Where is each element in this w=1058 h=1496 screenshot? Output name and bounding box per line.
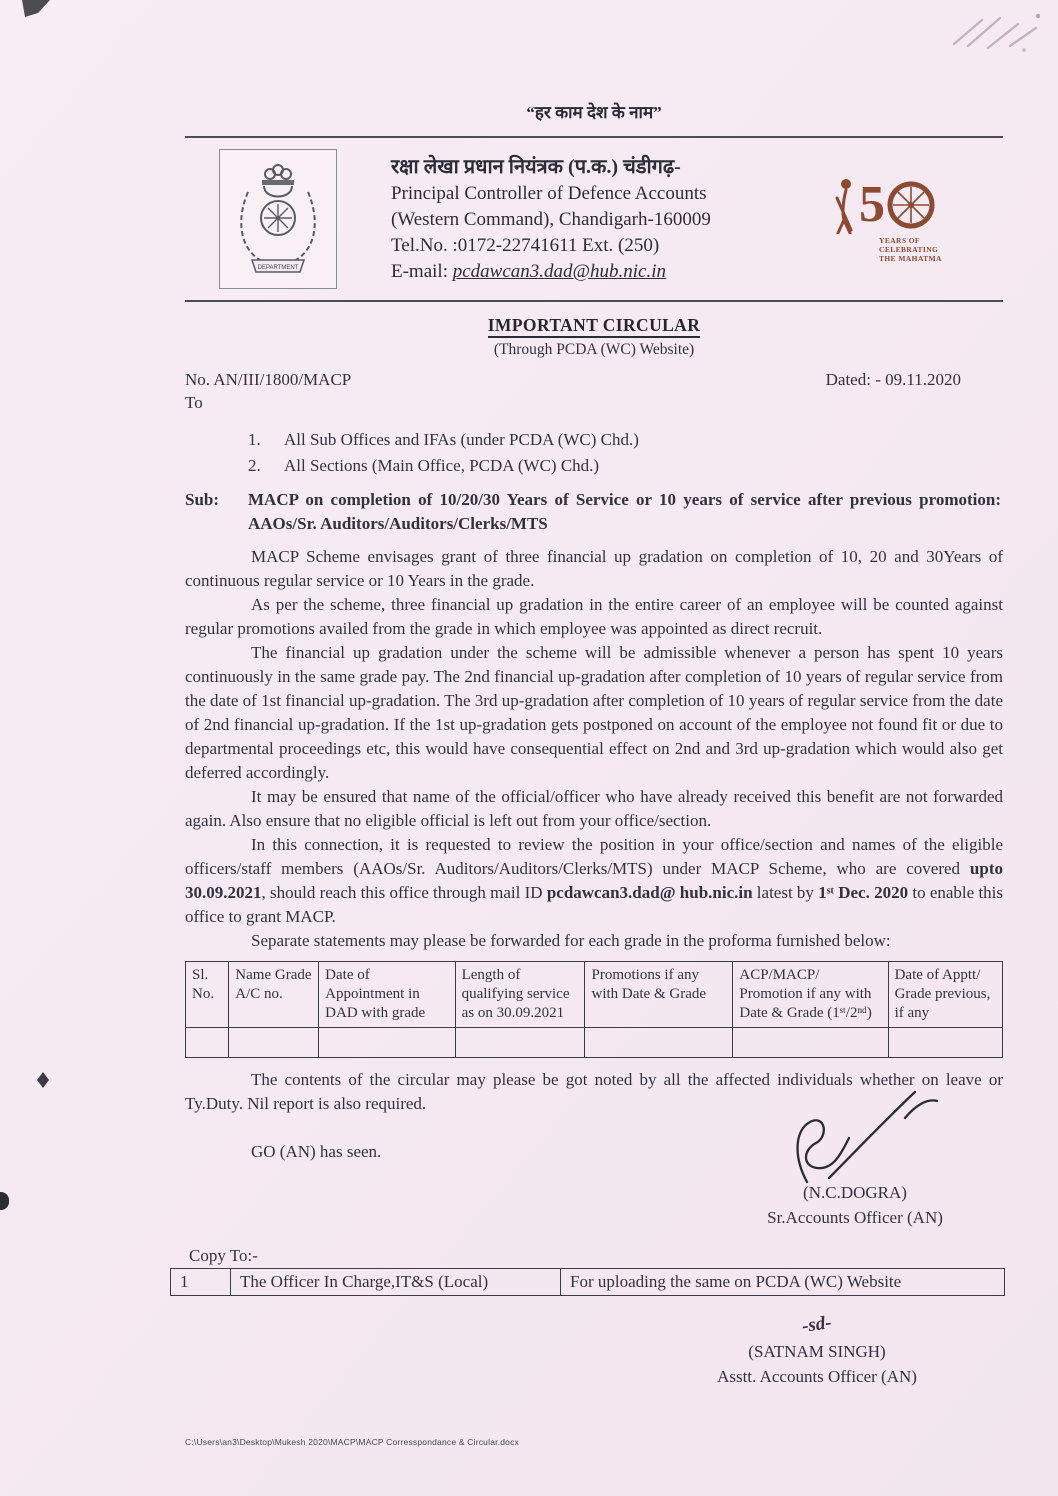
addressee-number: 2. — [248, 456, 261, 475]
org-telephone: Tel.No. :0172-22741611 Ext. (250) — [391, 235, 660, 256]
proforma-header-row — [186, 962, 1003, 1028]
org-name-english: Principal Controller of Defence Accounts — [391, 183, 707, 204]
copy-serial-cell: 1 — [171, 1269, 231, 1296]
para5-text: , should reach this office through mail ID — [261, 883, 547, 902]
email-label: E-mail: — [391, 261, 453, 282]
para5-text: latest by — [752, 883, 819, 902]
letterhead-address — [391, 153, 711, 285]
para5-text: to enable this office to grant MACP. — [185, 883, 1004, 926]
addressee-list — [248, 427, 1003, 479]
signatory-block-1 — [735, 1180, 975, 1230]
chakra-wheel-icon — [885, 179, 937, 231]
signatory1-designation: Sr.Accounts Officer (AN) — [767, 1208, 943, 1227]
subject-line — [185, 488, 1003, 536]
table-header-cell: ACP/MACP/ Promotion if any with Date & Grade (1ˢᵗ/2ⁿᵈ) — [733, 962, 888, 1028]
top-quote: “हर काम देश के नाम” — [526, 103, 662, 122]
addressee-text: All Sections (Main Office, PCDA (WC) Chd.) — [284, 456, 600, 475]
addressee-item — [248, 453, 1003, 479]
org-address: (Western Command), Chandigarh-160009 — [391, 209, 711, 230]
table-header-cell: Date of Appointment in DAD with grade — [319, 962, 455, 1028]
logo-digit: 5 — [859, 175, 885, 233]
logo-caption — [879, 236, 961, 263]
table-header-cell: Length of qualifying service as on 30.09.2021 — [455, 962, 585, 1028]
reference-number: No. AN/III/1800/MACP — [185, 370, 352, 389]
table-header-cell: Sl. No. — [186, 962, 229, 1028]
body-paragraph-5 — [185, 833, 1003, 929]
copy-addressee-cell: The Officer In Charge,IT&S (Local) — [231, 1269, 561, 1296]
copy-to-label: Copy To:- — [189, 1246, 258, 1265]
sd-handwritten: -sd- — [800, 1312, 834, 1337]
proforma-table — [185, 961, 1003, 1058]
table-empty-cell — [888, 1028, 1002, 1058]
table-header-cell: Promotions if any with Date & Grade — [585, 962, 733, 1028]
org-name-hindi: रक्षा लेखा प्रधान नियंत्रक (प.क.) चंडीगढ़- — [391, 156, 681, 178]
email-address: pcdawcan3.dad@hub.nic.in — [452, 261, 666, 282]
org-email-line — [391, 259, 711, 285]
subject-text: MACP on completion of 10/20/30 Years of Service or 10 years of service after previous promotion: AAOs/Sr. Auditors/Auditors/Clerks/MTS — [248, 490, 1001, 533]
table-header-cell: Name Grade A/C no. — [229, 962, 319, 1028]
copy-purpose-cell: For uploading the same on PCDA (WC) Website — [561, 1269, 1005, 1296]
go-note: GO (AN) has seen. — [251, 1142, 382, 1161]
signatory-block-2 — [697, 1312, 937, 1389]
addressee-item — [248, 427, 1003, 453]
table-empty-cell — [733, 1028, 888, 1058]
circular-date: Dated: - 09.11.2020 — [825, 370, 961, 389]
signatory1-name: (N.C.DOGRA) — [803, 1183, 907, 1202]
body-paragraph-1: MACP Scheme envisages grant of three financial up gradation on completion of 10, 20 and 30Years of continuous regular service or 10 Years in the grade. — [185, 547, 1003, 590]
to-label: To — [185, 393, 203, 412]
proforma-empty-row — [186, 1028, 1003, 1058]
logo-caption-line3: THE MAHATMA — [879, 253, 942, 263]
table-empty-cell — [585, 1028, 733, 1058]
para5-bold-email: pcdawcan3.dad@ hub.nic.in — [546, 883, 753, 902]
circular-body — [185, 545, 1003, 953]
signatory2-name: (SATNAM SINGH) — [748, 1342, 886, 1361]
table-header-cell: Date of Apptt/ Grade previous, if any — [888, 962, 1002, 1028]
scan-mark-left-margin — [36, 1072, 50, 1088]
table-empty-cell — [455, 1028, 585, 1058]
emblem-banner-text: DEPARTMENT — [257, 265, 299, 271]
circular-subtitle: (Through PCDA (WC) Website) — [493, 341, 695, 358]
addressee-text: All Sub Offices and IFAs (under PCDA (WC) Chd.) — [284, 430, 639, 449]
body-paragraph-3: The financial up gradation under the scheme will be admissible whenever a person has spent 10 years continuously in the same grade pay. The 2nd financial up-gradation after completion of 10 years of regular service from the date of 1st financial up-gradation. The 3rd up-gradation after completion of 10 years of regular service from the date of 2nd financial up-gradation. If the 1st up-gradation gets postponed on account of the employee not found fit or due to departmental proceedings etc, this would have consequential effect on 2nd and 3rd up-gradation which would also get deferred accordingly. — [185, 643, 1003, 782]
logo-caption-line1: YEARS OF — [879, 235, 920, 245]
file-path-footer: C:\Users\an3\Desktop\Mukesh 2020\MACP\MACP Corresspondance & Circular.docx — [185, 1437, 520, 1447]
body-paragraph-2: As per the scheme, three financial up gradation in the entire career of an employee will be counted against regular promotions availed from the grade in which employee was appointed as direct recruit. — [185, 595, 1003, 638]
logo-caption-line2: CELEBRATING — [879, 244, 939, 254]
circular-title: IMPORTANT CIRCULAR — [488, 315, 701, 338]
body-paragraph-7: The contents of the circular may please be got noted by all the affected individuals whether on leave or Ty.Duty. Nil report is also required. — [185, 1070, 1003, 1113]
copy-to-row — [171, 1269, 1005, 1296]
addressee-number: 1. — [248, 430, 261, 449]
gandhi-figure-icon — [833, 176, 859, 234]
para5-text: In this connection, it is requested to review the position in your office/section and names of the eligible officers/staff members (AAOs/Sr. Auditors/Auditors/Clerks/MTS) under MACP Scheme, who are covered — [185, 835, 1003, 878]
body-paragraph-6: Separate statements may please be forwarded for each grade in the proforma furnished below: — [251, 931, 891, 950]
ashoka-emblem-icon — [232, 160, 324, 278]
table-empty-cell — [229, 1028, 319, 1058]
subject-label: Sub: — [185, 490, 220, 509]
table-empty-cell — [319, 1028, 455, 1058]
table-empty-cell — [186, 1028, 229, 1058]
signatory2-designation: Asstt. Accounts Officer (AN) — [717, 1367, 917, 1386]
body-paragraph-4: It may be ensured that name of the official/officer who have already received this benefit are not forwarded again. Also ensure that no eligible official is left out from your office/section. — [185, 787, 1003, 830]
scan-blot-left-edge — [0, 1192, 9, 1210]
department-emblem — [219, 149, 337, 289]
para5-bold-date: upto 30.09.2021 — [185, 859, 1003, 902]
copy-to-table — [170, 1268, 1005, 1296]
scan-smudge-top-left — [20, 0, 54, 20]
para5-bold-deadline: 1ˢᵗ Dec. 2020 — [818, 883, 909, 902]
mahatma-150-logo — [833, 176, 961, 263]
letterhead — [185, 136, 1003, 302]
